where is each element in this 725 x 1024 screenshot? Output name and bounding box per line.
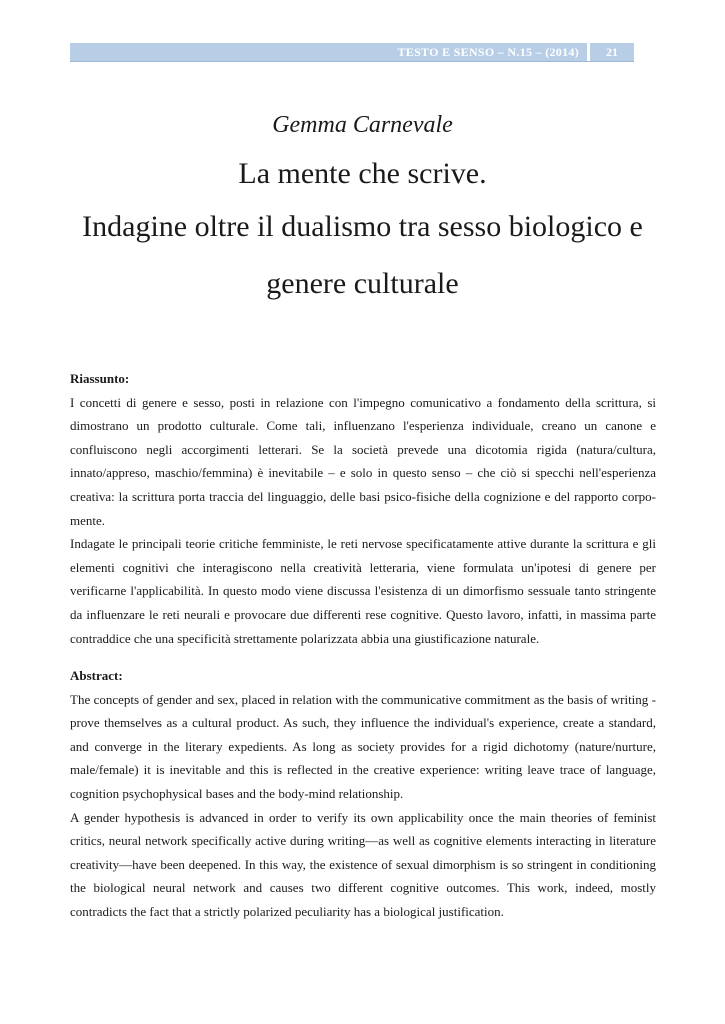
title-line-2: Indagine oltre il dualismo tra sesso biologico e [82, 210, 643, 243]
riassunto-heading: Riassunto: [70, 371, 130, 386]
running-header-journal: TESTO E SENSO – N.15 – (2014) [397, 44, 579, 59]
title-line-3: genere culturale [266, 267, 459, 300]
title-line-1: La mente che scrive. [238, 157, 487, 190]
running-header-page-box [590, 43, 634, 61]
header-rule [70, 61, 634, 62]
riassunto-paragraph-2: Indagate le principali teorie critiche femministe, le reti nervose specificatamente attive durante la scrittura e gli elementi cognitivi che interagiscono nella creatività letteraria, viene formulata un'ipotesi di genere per verificarne l'applicabilità. In questo modo viene discussa l'esistenza di un dimorfismo sessuale tanto stringente da influenzare le reti neurali e provocare due differenti rese cognitive. Questo lavoro, infatti, in massima parte contraddice che una specificità strettamente polarizzata abbia una giustificazione naturale. [70, 536, 656, 646]
riassunto-section [70, 367, 656, 650]
abstract-section [70, 664, 656, 924]
riassunto-paragraph-1: I concetti di genere e sesso, posti in relazione con l'impegno comunicativo a fondamento della scrittura, si dimostrano un prodotto culturale. Come tali, influenzano l'esperienza individuale, creano un canone e confluiscono negli accorgimenti letterari. Se la società prevede una dicotomia rigida (natura/cultura, innato/appreso, maschio/femmina) è inevitabile – e solo in questo senso – che ciò si specchi nell'esperienza creativa: la scrittura porta traccia del linguaggio, delle basi psico-fisiche della cognizione e del rapporto corpo-mente. [70, 394, 656, 528]
author-name: Gemma Carnevale [272, 112, 453, 138]
abstract-paragraph-2: A gender hypothesis is advanced in order to verify its own applicability once the main theories of feminist critics, neural network specifically active during writing—as well as cognitive elements interacting in literature creativity—have been deepened. In this way, the existence of sexual dimorphism is so stringent in conditioning the biological neural network and causes two different cognitive outcomes. This work, indeed, mostly contradicts the fact that a strictly polarized peculiarity has a biological justification. [70, 809, 656, 919]
running-header [70, 43, 634, 61]
abstract-paragraph-1: The concepts of gender and sex, placed in relation with the communicative commitment as the basis of writing - prove themselves as a cultural product. As such, they influence the individual's experience, create a standard, and converge in the literary expedients. As long as society provides for a rigid dichotomy (nature/nurture, male/female) it is inevitable and this is reflected in the creative experience: writing leave trace of language, cognition psychophysical bases and the body-mind relationship. [70, 691, 656, 801]
abstract-heading: Abstract: [70, 668, 123, 683]
running-header-journal-box [70, 43, 587, 61]
page-number: 21 [606, 44, 618, 59]
